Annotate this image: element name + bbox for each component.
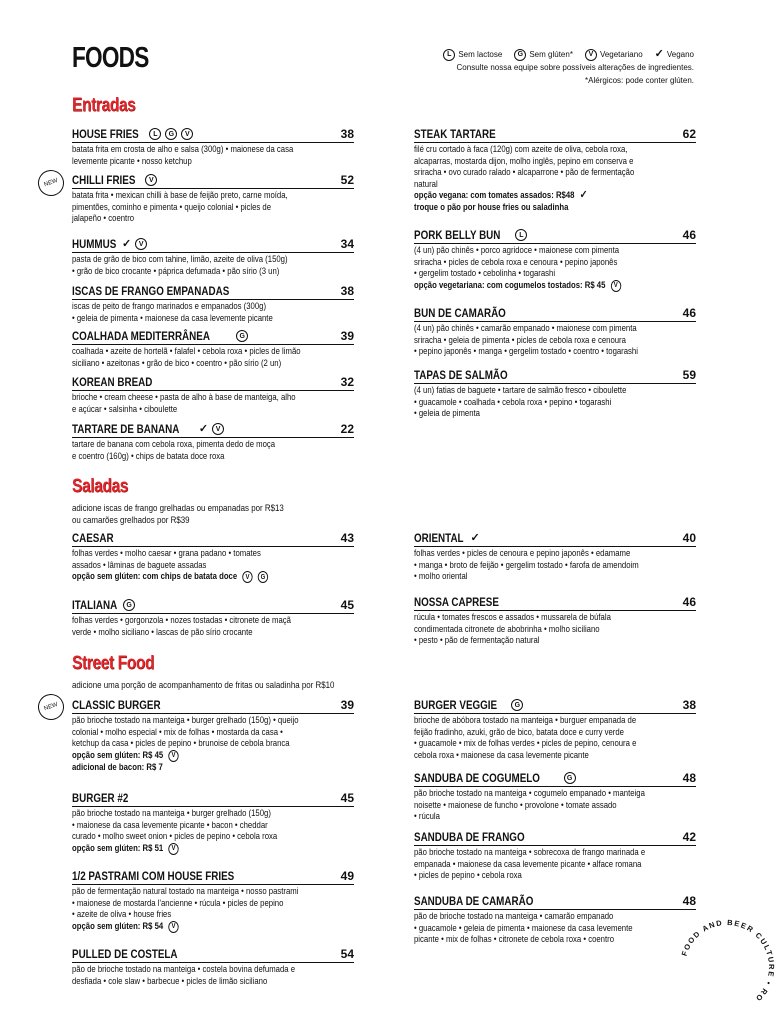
diet-legend [364, 48, 694, 87]
vegan-icon: ✓ [122, 237, 132, 250]
menu-item-header [72, 697, 354, 714]
section-title-entradas: Entradas [72, 95, 136, 116]
option-text: opção vegana: com tomates assados: R$48 [414, 190, 575, 200]
menu-item [414, 227, 696, 292]
menu-item [414, 893, 696, 946]
menu-item-description [72, 886, 356, 921]
menu-item-price: 34 [340, 237, 354, 251]
description-line: pão brioche tostado na manteiga • burger grelhado (150g) • queijo [72, 715, 299, 725]
allergen-note: *Alérgicos: pode conter glúten. [585, 76, 694, 85]
menu-item-description [72, 964, 356, 987]
menu-item [414, 305, 696, 358]
gluten-free-icon: G [123, 599, 135, 611]
description-line: pão brioche tostado na manteiga • sobrecoxa de frango marinada e [414, 847, 646, 857]
menu-item-price: 46 [682, 228, 696, 242]
menu-item-name: 1/2 PASTRAMI COM HOUSE FRIES [72, 869, 235, 883]
menu-item-header [72, 328, 354, 345]
option-text: opção sem glúten: R$ 45 [72, 749, 164, 760]
menu-item-header [72, 946, 354, 963]
menu-item-description [414, 612, 698, 647]
menu-item-name: NOSSA CAPRESE [414, 595, 499, 609]
note-line: adicione uma porção de acompanhamento de fritas ou saladinha por R$10 [72, 680, 335, 690]
description-line: • maionese de mostarda l'ancienne • rúcula • picles de pepino [72, 897, 284, 908]
gluten-free-icon: G [564, 772, 576, 784]
menu-item-price: 62 [682, 127, 696, 141]
menu-item-name: PORK BELLY BUN [414, 228, 501, 242]
vegetarian-icon: V [585, 49, 597, 61]
lactose-free-icon: L [515, 229, 527, 241]
menu-item-header [72, 236, 354, 253]
note-line: ou camarões grelhados por R$39 [72, 515, 190, 525]
page-title: FOODS [72, 42, 149, 74]
description-line: • rúcula [414, 811, 440, 821]
menu-item [72, 530, 354, 583]
menu-item-name: STEAK TARTARE [414, 127, 496, 141]
section-note-street-food [72, 679, 334, 691]
menu-item-option [72, 843, 356, 855]
option-text: opção sem glúten: R$ 54 [72, 920, 164, 931]
description-line: colonial • molho especial • mix de folhas • mostarda da casa • [72, 726, 283, 737]
menu-item-name: BURGER #2 [72, 791, 129, 805]
description-line: sriracha • ovo curado ralado • alcaparrone • pão de fermentação [414, 167, 635, 177]
description-line: desfiada • cole slaw • barbecue • picles de limão siciliano [72, 975, 268, 986]
menu-item-header [414, 530, 696, 547]
menu-item-price: 39 [340, 329, 354, 343]
description-line: pão de brioche tostado na manteiga • camarão empanado [414, 911, 614, 921]
menu-item-price: 38 [340, 127, 354, 141]
menu-item-description [72, 715, 356, 750]
description-line: folhas verdes • gorgonzola • nozes tostadas • citronete de maçã [72, 615, 291, 625]
menu-item-header [72, 868, 354, 885]
menu-item-price: 38 [682, 698, 696, 712]
description-line: pão de brioche tostado na manteiga • costela bovina defumada e [72, 964, 296, 974]
menu-item-price: 52 [340, 173, 354, 187]
brand-stamp [672, 912, 782, 1022]
menu-item [72, 374, 354, 415]
description-line: • pepino japonês • manga • gergelim tostado • coentro • togarashi [414, 346, 638, 356]
legend-icons-row [364, 48, 694, 61]
description-line: (4 un) pão chinês • porco agridoce • maionese com pimenta [414, 245, 620, 255]
description-line: levemente picante • nosso ketchup [72, 155, 192, 166]
description-line: (4 un) fatias de baguete • tartare de salmão fresco • ciboulette [414, 385, 627, 395]
menu-item-price: 59 [682, 368, 696, 382]
menu-item-description [414, 323, 698, 358]
description-line: jalapeño • coentro [72, 213, 135, 223]
description-line: siciliano • azeitonas • grão de bico • coentro • pão sírio (2 un) [72, 357, 282, 368]
menu-item [72, 868, 354, 933]
description-line: sriracha • picles de cebola roxa e cenoura • pepino japonês [414, 256, 618, 267]
vegan-icon: ✓ [654, 48, 664, 60]
description-line: noisette • maionese de funcho • provolone • tomate assado [414, 799, 617, 810]
menu-item-header [72, 530, 354, 547]
legend-label: Sem lactose [458, 50, 503, 59]
description-line: filé cru cortado à faca (120g) com azeite de oliva, cebola roxa, [414, 144, 628, 154]
option-text: troque o pão por house fries ou saladinha [414, 201, 569, 212]
description-line: • guacamole • geleia de pimenta • maionese da casa levemente [414, 922, 633, 933]
vegetarian-icon: V [212, 423, 224, 435]
menu-item-price: 48 [682, 894, 696, 908]
menu-item-price: 49 [340, 869, 354, 883]
menu-item-option [72, 571, 356, 583]
description-line: empanada • maionese da casa levemente picante • alface romana [414, 858, 642, 869]
menu-item-description [72, 144, 356, 167]
description-line: folhas verdes • picles de cenoura e pepino japonês • edamame [414, 548, 631, 558]
menu-item-header [414, 367, 696, 384]
menu-item [72, 946, 354, 987]
menu-item-description [414, 385, 698, 420]
diet-icons [564, 772, 576, 784]
diet-icons [149, 128, 193, 140]
new-badge: NEW [34, 166, 67, 199]
gluten-free-icon: G [165, 128, 177, 140]
description-line: curado • molho sweet onion • picles de pepino • cebola roxa [72, 831, 278, 841]
menu-item-name: HUMMUS [72, 237, 117, 251]
diet-icons [123, 599, 135, 611]
menu-item [72, 283, 354, 324]
menu-item-description [72, 254, 356, 277]
legend-label: Vegetariano [599, 50, 643, 59]
vegetarian-icon: V [135, 238, 147, 250]
menu-item-header [414, 697, 696, 714]
description-line: tartare de banana com cebola roxa, pimenta dedo de moça [72, 439, 276, 449]
gluten-free-icon: G [514, 49, 526, 61]
menu-item-header [72, 172, 354, 189]
description-line: • gergelim tostado • cebolinha • togarashi [414, 268, 556, 278]
description-line: • guacamole • mix de folhas verdes • picles de pepino, cenoura e [414, 738, 637, 748]
vegan-icon: ✓ [470, 531, 480, 544]
option-text: opção vegetariana: com cogumelos tostados: R$ 45 [414, 279, 606, 290]
description-line: batata frita em crosta de alho e salsa (300g) • maionese da casa [72, 144, 294, 154]
menu-item-description [414, 847, 698, 882]
menu-item-description [72, 392, 356, 415]
vegetarian-icon: V [168, 750, 178, 762]
menu-item-price: 38 [340, 284, 354, 298]
description-line: ketchup da casa • picles de pepino • brunoise de cebola branca [72, 738, 290, 748]
description-line: picante • mix de folhas • citronete de cebola roxa • coentro [414, 934, 615, 944]
section-title-saladas: Saladas [72, 476, 129, 497]
menu-item-description [414, 144, 698, 190]
menu-item-name: PULLED DE COSTELA [72, 947, 178, 961]
menu-item-header [72, 790, 354, 807]
menu-item [414, 770, 696, 823]
menu-item-description [72, 439, 356, 462]
menu-item-option [72, 921, 356, 933]
menu-item-name: SANDUBA DE CAMARÃO [414, 894, 534, 908]
menu-item [414, 829, 696, 882]
menu-item-name: SANDUBA DE COGUMELO [414, 771, 540, 785]
description-line: brioche de abóbora tostado na manteiga • burguer empanada de [414, 715, 637, 725]
description-line: coalhada • azeite de hortelã • falafel • cebola roxa • picles de limão [72, 346, 301, 356]
section-note-saladas [72, 502, 284, 526]
menu-item-name: ITALIANA [72, 598, 118, 612]
menu-item-price: 42 [682, 830, 696, 844]
menu-item-price: 40 [682, 531, 696, 545]
vegetarian-icon: V [242, 571, 252, 583]
diet-icons [511, 699, 523, 711]
menu-item-description [414, 245, 698, 280]
description-line: sriracha • geleia de pimenta • picles de cebola roxa e cenoura [414, 334, 626, 345]
description-line: rúcula • tomates frescos e assados • mussarela de búfala [414, 612, 611, 622]
description-line: • azeite de oliva • house fries [72, 909, 172, 919]
vegetarian-icon: V [168, 843, 178, 855]
option-text: opção sem glúten: R$ 51 [72, 842, 164, 853]
menu-item-name: CAESAR [72, 531, 114, 545]
menu-item-price: 22 [340, 422, 354, 436]
menu-item-price: 46 [682, 306, 696, 320]
description-line: pasta de grão de bico com tahine, limão, azeite de oliva (150g) [72, 254, 288, 264]
description-line: e coentro (160g) • chips de batata doce roxa [72, 450, 225, 461]
description-line: pimentões, cominho e pimenta • queijo colonial • picles de [72, 201, 272, 212]
svg-text:FOOD AND BEER CULTURE • RO [680, 918, 776, 1004]
gluten-free-icon: G [236, 330, 248, 342]
description-line: iscas de peito de frango marinados e empanados (300g) [72, 301, 267, 311]
menu-item [414, 530, 696, 583]
menu-item-price: 54 [340, 947, 354, 961]
diet-icons [236, 330, 248, 342]
lactose-free-icon: L [149, 128, 161, 140]
description-line: condimentada citronete de abobrinha • molho siciliano [414, 623, 600, 634]
menu-item-header [414, 893, 696, 910]
menu-item-name: ORIENTAL [414, 531, 464, 545]
menu-item-header [72, 421, 354, 438]
menu-item-price: 45 [340, 791, 354, 805]
menu-item-price: 45 [340, 598, 354, 612]
menu-item-header [72, 126, 354, 143]
diet-icons [515, 229, 527, 241]
menu-item [72, 421, 354, 462]
vegetarian-icon: V [145, 174, 157, 186]
menu-item-price: 32 [340, 375, 354, 389]
menu-item-description [72, 615, 356, 638]
menu-item [72, 172, 354, 225]
menu-item [72, 328, 354, 369]
description-line: • geleia de pimenta [414, 408, 480, 418]
menu-item-option [414, 202, 698, 214]
lactose-free-icon: L [443, 49, 455, 61]
menu-item [72, 597, 354, 638]
menu-item-description [414, 911, 698, 946]
new-badge: NEW [34, 690, 67, 723]
description-line: brioche • cream cheese • pasta de alho à base de manteiga, alho [72, 392, 296, 402]
description-line: • manga • broto de feijão • gergelim tostado • farofa de amendoim [414, 559, 639, 570]
vegan-icon: ✓ [198, 422, 209, 435]
menu-item-header [72, 283, 354, 300]
vegan-icon: ✓ [579, 189, 588, 202]
menu-item-description [414, 548, 698, 583]
menu-item [72, 697, 354, 773]
diet-icons [470, 533, 479, 544]
menu-item-description [72, 808, 356, 843]
legend-label: Vegano [666, 50, 694, 59]
legend-label: Sem glúten* [529, 50, 573, 59]
description-line: verde • molho siciliano • lascas de pão sírio crocante [72, 626, 253, 637]
description-line: pão brioche tostado na manteiga • cogumelo empanado • manteiga [414, 788, 645, 798]
menu-item-name: KOREAN BREAD [72, 375, 153, 389]
vegetarian-icon: V [181, 128, 193, 140]
menu-item-name: CLASSIC BURGER [72, 698, 161, 712]
menu-item-price: 43 [340, 531, 354, 545]
description-line: feijão fradinho, azuki, grão de bico, batata doce e curry verde [414, 726, 624, 737]
menu-item-description [72, 190, 356, 225]
menu-item-header [72, 374, 354, 391]
menu-item-name: CHILLI FRIES [72, 173, 136, 187]
menu-item-price: 46 [682, 595, 696, 609]
description-line: pão brioche tostado na manteiga • burger grelhado (150g) [72, 808, 271, 818]
description-line: alcaparras, mostarda dijon, molho inglês, pepino em conserva e [414, 155, 634, 166]
menu-item-description [414, 715, 698, 761]
gluten-free-icon: G [511, 699, 523, 711]
menu-item [414, 594, 696, 647]
description-line: • geleia de pimenta • maionese da casa levemente picante [72, 312, 273, 323]
menu-item-header [414, 305, 696, 322]
menu-item-name: TAPAS DE SALMÃO [414, 368, 508, 382]
menu-item [414, 697, 696, 761]
menu-item-option [414, 190, 698, 202]
menu-item-price: 48 [682, 771, 696, 785]
description-line: folhas verdes • molho caesar • grana padano • tomates [72, 548, 261, 558]
option-text: opção sem glúten: com chips de batata doce [72, 571, 238, 582]
menu-item [72, 126, 354, 167]
legend-note: Consulte nossa equipe sobre possíveis alterações de ingredientes. [456, 63, 694, 72]
menu-item-description [72, 301, 356, 324]
menu-item-option [414, 280, 698, 292]
menu-item-header [414, 126, 696, 143]
description-line: assados • lâminas de baguete assadas [72, 559, 207, 570]
description-line: batata frita • mexican chilli à base de feijão preto, carne moída, [72, 190, 288, 200]
description-line: • pesto • pão de fermentação natural [414, 635, 540, 645]
menu-item [414, 126, 696, 213]
option-text: adicional de bacon: R$ 7 [72, 761, 163, 772]
diet-icons [199, 423, 224, 435]
vegetarian-icon: V [168, 921, 178, 933]
menu-item-name: TARTARE DE BANANA [72, 422, 180, 436]
menu-item-description [72, 346, 356, 369]
menu-item-option [72, 762, 356, 774]
description-line: • guacamole • coalhada • cebola roxa • pepino • togarashi [414, 396, 612, 407]
menu-item-name: BURGER VEGGIE [414, 698, 498, 712]
description-line: • molho oriental [414, 571, 468, 581]
menu-item-price: 39 [340, 698, 354, 712]
menu-item [414, 367, 696, 420]
menu-item [72, 236, 354, 277]
description-line: • maionese da casa levemente picante • bacon • cheddar [72, 819, 268, 830]
menu-item-name: SANDUBA DE FRANGO [414, 830, 525, 844]
description-line: • grão de bico crocante • páprica defumada • pão sírio (3 un) [72, 265, 280, 276]
note-line: adicione iscas de frango grelhadas ou empanadas por R$13 [72, 503, 284, 513]
description-line: e açúcar • salsinha • ciboulette [72, 403, 178, 414]
menu-item-name: HOUSE FRIES [72, 127, 139, 141]
menu-item-header [414, 594, 696, 611]
description-line: cebola roxa • maionese da casa levemente picante [414, 749, 589, 760]
menu-item-description [414, 788, 698, 823]
stamp-text: FOOD AND BEER CULTURE • RO [679, 917, 777, 1004]
vegetarian-icon: V [611, 280, 621, 292]
section-title-street-food: Street Food [72, 653, 155, 674]
menu-item-name: ISCAS DE FRANGO EMPANADAS [72, 284, 230, 298]
menu-item-description [72, 548, 356, 571]
description-line: natural [414, 178, 438, 189]
description-line: pão de fermentação natural tostado na manteiga • nosso pastrami [72, 886, 299, 896]
description-line: • picles de pepino • cebola roxa [414, 870, 522, 880]
menu-item [72, 790, 354, 855]
gluten-free-icon: G [258, 571, 268, 583]
description-line: (4 un) pão chinês • camarão empanado • maionese com pimenta [414, 323, 637, 333]
menu-item-name: BUN DE CAMARÃO [414, 306, 506, 320]
menu-item-header [72, 597, 354, 614]
menu-item-header [414, 829, 696, 846]
menu-item-header [414, 770, 696, 787]
diet-icons [145, 174, 157, 186]
menu-item-option [72, 750, 356, 762]
diet-icons [122, 238, 147, 250]
menu-item-name: COALHADA MEDITERRÂNEA [72, 329, 210, 343]
menu-item-header [414, 227, 696, 244]
